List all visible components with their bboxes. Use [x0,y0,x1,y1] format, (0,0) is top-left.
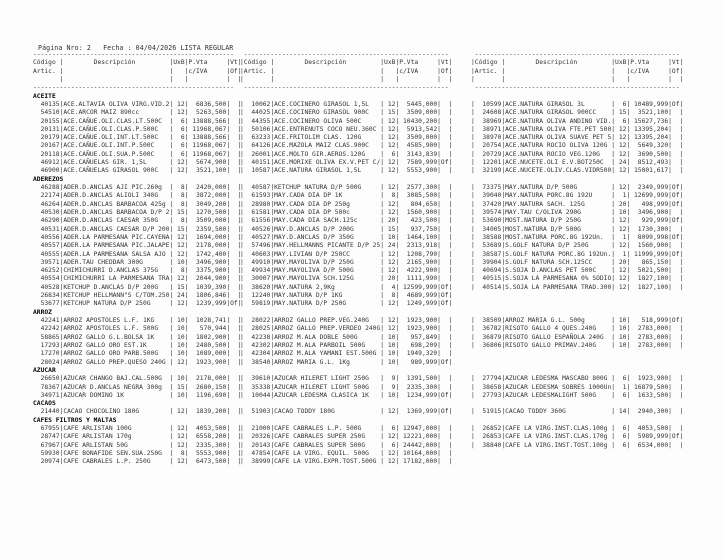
report-line: | 38840|CAFE LA VIRG.INST.TOST.100g | 6| 6534,000| | [471,441,684,449]
report-line: | 40515|S.SOJA LA PARMESANA 0% SODIO| 12| 1827,100| | [471,275,684,283]
report-line: | 10587|ACE.NATURA GIRASOL 1,5L | 12| 5553,900| | [240,167,453,175]
section-header: ARROZ [33,308,52,316]
report-line: | 28025|ARROZ GALLO PREP.VERDEO 240G| 12| 1923,900| | [240,325,453,333]
report-line: 17270|ARROZ GALLO ORO PARB.500G | 10| 1089,000| | [33,350,242,358]
report-line: 40557|ADER.LA PARMESANA PIC.JALAPE| 12| 2178,000| | [33,242,242,250]
report-line: | 40694|S.SOJA D.ANCLAS PET 500C | 12| 5021,500| | [471,267,684,275]
report-line: | 27794|AZUCAR LEDESMA MASCABO 800G | 6| 1923,900| | [471,375,684,383]
report-line: | 36879|RISOTO GALLO ESPAÑOLA 240G | 10| 2783,000| | [471,333,684,341]
report-line: | 26853|CAFE LA VIRG.INST.CLAS.170g | 6| 5989,999|Of| [471,433,684,441]
report-line: | 49910|MAY.MAYOLIVA D/P 250G | 12| 2165,900| | [240,258,453,266]
report-line: 26650|AZUCAR CHANGO BAJ.CAL.500G | 10| 2178,000| | [33,375,242,383]
report-line: | 40603|MAY.LIVIAN D/P 250CC | 12| 1208,790| | [240,250,453,258]
report-line [471,359,683,367]
report-line: ----------------------------------------------------- [33,51,242,58]
report-line: | 40527|MAY.D.ANCLAS D/P 350G | 10| 1464,100| | [240,233,453,241]
report-line: | 61556|MAY.CADA DIA SACH.125c | 20| 423,500| | [240,217,453,225]
report-line: | 38588|MOST.NATURA PORC.8G 192Un. | 1| 8099,998|Of| [471,233,684,241]
report-line: | 28022|ARROZ GALLO PREP.VEG.240G | 12| 1923,900| | [240,317,453,324]
report-line [240,93,452,101]
report-line: 40530|ADER.D.ANCLAS BARBACOA D/P 2| 15| 1270,500| | [33,208,242,216]
report-line: | 12240|MAY.NATURA D/P 1KG | 8| 4689,999|Of| [240,292,453,300]
report-line: | 10599|ACE.NATURA GIRASOL 3L | 6| 10489,999|Of| [471,100,684,108]
report-line: | | | | | | [240,75,453,83]
report-line [240,417,452,425]
report-line: | 40526|MAY.D.ANCLAS D/P 200G | 15| 937,750| | [240,225,453,233]
report-line [471,350,683,358]
report-line: | 38540|ARROZ MARIA G.L. 1Kg | 10| 989,999|Of| [240,358,453,366]
report-line: | 44025|ACE.COCINERO GIRASOL 900C | 15| 3509,000| | [240,109,453,117]
report-line: 20155|ACE.CAÑUE.OLI.CLAS.LT.500C | 6| 13888,566| | [33,117,242,125]
page-header-line: Página Nro: 2 Fecha : 04/04/2026 LISTA REGULAR [38,44,234,52]
report-line: | 47854|CAFE LA VIRG. EQUIL. 500G | 12| 10164,000| | [240,450,453,457]
report-line: | 73375|MAY.NATURA D/P 500G | 12| 2349,999|Of| [471,184,684,191]
report-line: | 27793|AZUCAR LEDESMALIGHT 500G | 6| 1633,500| | [471,391,684,399]
report-line: | 24608|ACE.NATURA GIRASOL 900CC | 15| 3521,100| | [471,109,684,117]
report-line: 28024|ARROZ GALLO PREP.QUESO 240G | 12| 1923,900| | [33,358,242,366]
report-line: 67967|CAFE ARLISTAN 50G | 12| 2335,300| | [33,441,242,449]
report-line: | 57496|MAY.HELLMANNS PICANTE D/P 25| 24| 2313,918| | [240,242,453,250]
report-line: |Artic. | | |c/IVA |Of| [240,67,453,75]
report-line [471,176,683,184]
report-line: | 26001|ACE.MOLTO GIR.AEROS.120G | 6| 3143,839| | [240,150,453,158]
report-line: 21440|CACAO CHOCOLINO 180G | 12| 1839,200| | [33,408,242,416]
report-line: | 38969|ACE.NATURA OLIVA ANDINO VID.| 6| 15627,736| | [471,117,684,125]
report-line [471,458,683,466]
report-line: 20167|ACE.CAÑUE.OLI.INT.P.500C | 6| 11968,067| | [33,142,242,150]
report-line: | 36782|RISOTO GALLO 4 QUES.240G | 10| 2783,000| | [471,325,684,333]
report-line: | 21000|CAFE CABRALES L.P. 500G | 6| 12947,000| | [240,425,453,433]
report-line [471,450,683,458]
report-line: | 37420|MAY.NATURA SACH. 125G | 20| 498,999|Of| [471,200,684,208]
report-line: | 38658|AZUCAR LEDESMA SOBRES 1000Un| 1| 16879,500| | [471,383,684,391]
report-line: |Código | Descripción |UxB|P.Vta |Vt| [240,59,453,67]
section-header: CACAOS [33,400,56,408]
report-line: 42241|ARROZ APOSTOLES L.F. 1KG | 10| 1028,741| | [33,317,242,324]
report-line: 46252|CHIMICHURRI D.ANCLAS 375G | 8| 3375,900| | [33,267,242,275]
report-line [471,367,683,375]
report-line: 34971|AZUCAR DOMINO 1K | 10| 1196,690| | [33,391,242,399]
report-line: 67955|CAFE ARLISTAN 100G | 12| 4053,500| | [33,425,242,433]
report-line: 40528|KETCHUP D.ANCLAS D/P 200G | 15| 1039,390| | [33,283,242,291]
report-line: | 26852|CAFE LA VIRG.INST.CLAS.100g | 6| 4053,500| | [471,425,684,433]
report-line [240,309,452,317]
report-line: ------------------------------------------------------ [240,51,449,58]
report-line: | 42238|ARROZ M.ALA DOBLE 500G | 10| 957,849| | [240,333,453,341]
report-line: | 10062|ACE.COCINERO GIRASOL 1,5L | 12| 5445,000| | [240,100,453,108]
report-line: | 39904|S.GOLF NATURA SCH.125CC | 20| 865,150| | [471,258,684,266]
report-line: 78367|AZUCAR D.ANCLAS NEGRA 300g | 15| 2680,150| | [33,383,242,391]
report-line: | 10044|AZUCAR LEDESMA CLASICA 1K | 10| 1234,999|Of| [240,391,453,399]
report-line: 40554|CHIMICHURRI LA PARMESANA TRA| 12| 2044,900| | [33,275,242,283]
report-line: 46290|ADER.D.ANCLAS CAESAR 350G | 8| 3509,000| | [33,217,242,225]
report-line: | 12201|ACE.NUCETE.OLI E.V.BOT250C | 24| 8512,493| | [471,159,684,167]
report-line: | 20326|CAFE CABRALES SUPER 250G | 12| 12221,000| | [240,433,453,441]
report-line: | 50106|ACE.ENTRENUTS COCO NEU.360C | 12| 5913,542| | [240,125,453,133]
report-line: | 61581|MAY.CADA DIA DP 500c | 12| 1560,900| | [240,208,453,216]
report-line: | 38620|MAY.NATURA 2,9Kg | 4| 12599,999|Of| [240,283,453,291]
report-line: 20131|ACE.CAÑUE.OLI.CLAS.P.500C | 6| 11968,067| | [33,125,242,133]
report-line: 20974|CAFE CABRALES L.P. 250G | 12| 6473,500| | [33,458,242,466]
report-line: | 20754|ACE.NATURA ROCIO OLIVA 120G | 12| 5649,320| | [471,142,684,150]
report-line [240,176,452,184]
report-line: ----------------------------------------------------- [33,84,242,92]
report-line: | 32199|ACE.NUCETE.OLIV.CLAS.VIDR500| 12| 15001,617| | [471,167,684,175]
report-line [471,417,683,425]
report-line: | 38971|ACE.NATURA OLIVA FTE.PET 500| 12| 13395,204| | [471,125,684,133]
report-line: | 64126|ACE.MAZOLA MAIZ CLAS.900C | 12| 4585,900| | [240,142,453,150]
report-line: 46912|ACE.CAÑUELAS GIR. 1,5L | 12| 5674,900| | [33,159,242,167]
report-line: | 38999|CAFE LA VIRG.EXPR.TOST.500G | 12| 17182,000| | [240,458,453,466]
report-line [240,367,452,375]
report-line: 46288|ADER.D.ANCLAS AJI PIC.260g | 8| 2420,000| | [33,184,242,191]
report-line: 46900|ACE.CAÑUELAS GIRASOL 900C | 12| 3521,100| | [33,167,242,175]
report-line: | 20143|CAFE CABRALES SUPER 500G | 6| 24442,000| | [240,441,453,449]
report-line: | 38970|ACE.NATURA OLIVA SUAVE PET 5| 12| 13395,204| | [471,134,684,142]
report-line: ------------------------------------------------------ [471,84,680,92]
report-line: | 38509|ARROZ MARIA G.L. 500g | 10| 518,999|Of| [471,317,684,324]
section-header: ADEREZOS [33,175,64,183]
report-line: | 53690|MOST.NATURA D/P 250G | 12| 929,999|Of| [471,217,684,225]
report-line: 39571|ADER.TAU CHEDDAR 300G | 10| 3496,900| | [33,258,242,266]
report-line: | 51915|CACAO TODDY 360G | 14| 2940,300| | [471,408,684,416]
report-table-column-1 [33,51,242,467]
report-line: 20118|ACE.CAÑUE.OLI.SUA.P.500C | 6| 11968,067| | [33,150,242,158]
report-line: 54510|ACE.ARCOR MAIZ 890cc | 12| 5263,500| | [33,109,242,117]
report-line: ------------------------------------------------------ [471,51,680,58]
report-line: | 28980|MAY.CADA DIA DP 250g | 12| 804,650| | [240,200,453,208]
report-line [240,400,452,408]
report-line: | 59819|MAY.NATURA D/P 250G | 12| 1249,999|Of| [240,300,453,308]
report-line: 42242|ARROZ APOSTOLES L.F. 500G | 10| 570,944| | [33,325,242,333]
report-table-column-2 [240,51,452,467]
report-line: | 42304|ARROZ M.ALA YAMANI EST.500G | 10| 1949,320| | [240,350,453,358]
report-line: | 38587|S.GOLF NATURA PORC.8G 192Un.| 1| 11999,999|Of| [471,250,684,258]
report-line [471,400,683,408]
report-line: 46264|ADER.D.ANCLAS BARBACOA 425g | 8| 3049,200| | [33,200,242,208]
report-line: | 39574|MAY.TAU C/OLIVA 290G | 10| 3496,900| | [471,208,684,216]
report-line: | 40514|S.SOJA LA PARMESANA TRAD.300| 12| 1827,100| | [471,283,684,291]
report-line: | 39610|AZUCAR HILERET LIGHT 250G | 9| 1391,500| | [240,375,453,383]
section-header: CAFES FILTROS Y MALTAS [33,416,117,424]
report-line: | 61593|MAY.CADA DIA DP 1K | 8| 3085,500| | [240,192,453,200]
report-line: Código | Descripción |UxB|P.Vta |Vt| [33,59,242,67]
report-line: | 40151|ACE.MORIXE OLIVA EX.V.PET C/| 12| 7589,999|Of| [240,159,453,167]
report-line: | 63233|ACE.FRITOLIM CLAS. 120G | 12| 3509,000| | [240,134,453,142]
report-line: 40531|ADER.D.ANCLAS CAESAR D/P 200| 15| 2359,500| | [33,225,242,233]
report-line: | 36806|RISOTO GALLO PRIMAV.240G | 10| 2783,000| | [471,341,684,349]
report-line: |Artic. | | |c/IVA |Of| [471,67,684,75]
report-line: 40556|ADER.LA PARMESANA PIC.CAYENA| 12| 1694,000| | [33,233,242,241]
report-line: 58865|ARROZ GALLO G.L.BOLSA 1K | 10| 1802,900| | [33,333,242,341]
report-line: | 20729|ACE.NATURA ROCIO VEG.120G | 12| 3690,500| | [471,150,684,158]
report-line: ------------------------------------------------------ [240,84,449,92]
report-line [471,292,683,300]
report-line: | 53689|S.GOLF NATURA D/P 250G | 12| 1560,900| | [471,242,684,250]
report-line: | 30007|MAY.MAYOLIVA SCH.125G | 20| 1111,990| | [240,275,453,283]
report-line: | 35338|AZUCAR HILERET LIGHT 500G | 9| 2335,300| | [240,383,453,391]
report-line: | 40587|KETCHUP NATURA D/P 500G | 12| 2577,300| | [240,184,453,191]
section-header: AZUCAR [33,366,56,374]
report-line: | 39040|MAY.NATURA PORC.8G 192U | 1| 12699,999|Of| [471,192,684,200]
report-line [471,93,683,101]
report-line: 53677|KETCHUP NATURA D/P 250G | 12| 1239,999|Of| [33,300,242,308]
report-line: | 42302|ARROZ M.ALA PARBOIL 500G | 10| 698,209| | [240,341,453,349]
report-line: | | | | | [33,75,242,83]
report-line: | 49934|MAY.MAYOLIVA D/P 500G | 12| 4222,900| | [240,267,453,275]
report-line: | 51903|CACAO TODDY 180G | 12| 1369,999|Of| [240,408,453,416]
report-line [471,300,683,308]
report-line: 28747|CAFE ARLISTAN 170g | 12| 6558,200| | [33,433,242,441]
report-line: 40135|ACE.ALTAVIA OLIVA VIRG.VID.2| 12| 6836,500| | [33,100,242,108]
report-line: | 44355|ACE.COCINERO OLIVA 500C | 12| 10430,200| | [240,117,453,125]
report-line: | 34005|MOST.NATURA D/P 500G | 12| 1730,300| | [471,225,684,233]
report-line: |Código | Descripción |UxB|P.Vta |Vt| [471,59,684,67]
report-line: Artic. | | |c/IVA |Of| [33,67,242,75]
report-line: 26834|KETCHUP HELLMANN"S C/TOM.250| 24| 1806,846| | [33,292,242,300]
report-line: 40555|ADER.LA PARMESANA SALSA AJO | 12| 1742,400| | [33,250,242,258]
section-header: ACEITE [33,92,56,100]
report-line: 22174|ADER.D.ANCLAS ALIOLI 340G | 8| 3872,000| | [33,192,242,200]
report-table-column-3 [471,51,683,467]
report-line [471,309,683,317]
report-line: 17293|ARROZ GALLO ORO EST.1K | 10| 2480,500| | [33,341,242,349]
report-line: 20179|ACE.CAÑUE.OLI.INT.LT.500C | 6| 13888,566| | [33,134,242,142]
report-line: | | | | | | [471,75,684,83]
report-line: 59930|CAFE BONAFIDE SEN.SUA.250G | 8| 5553,900| | [33,450,242,457]
